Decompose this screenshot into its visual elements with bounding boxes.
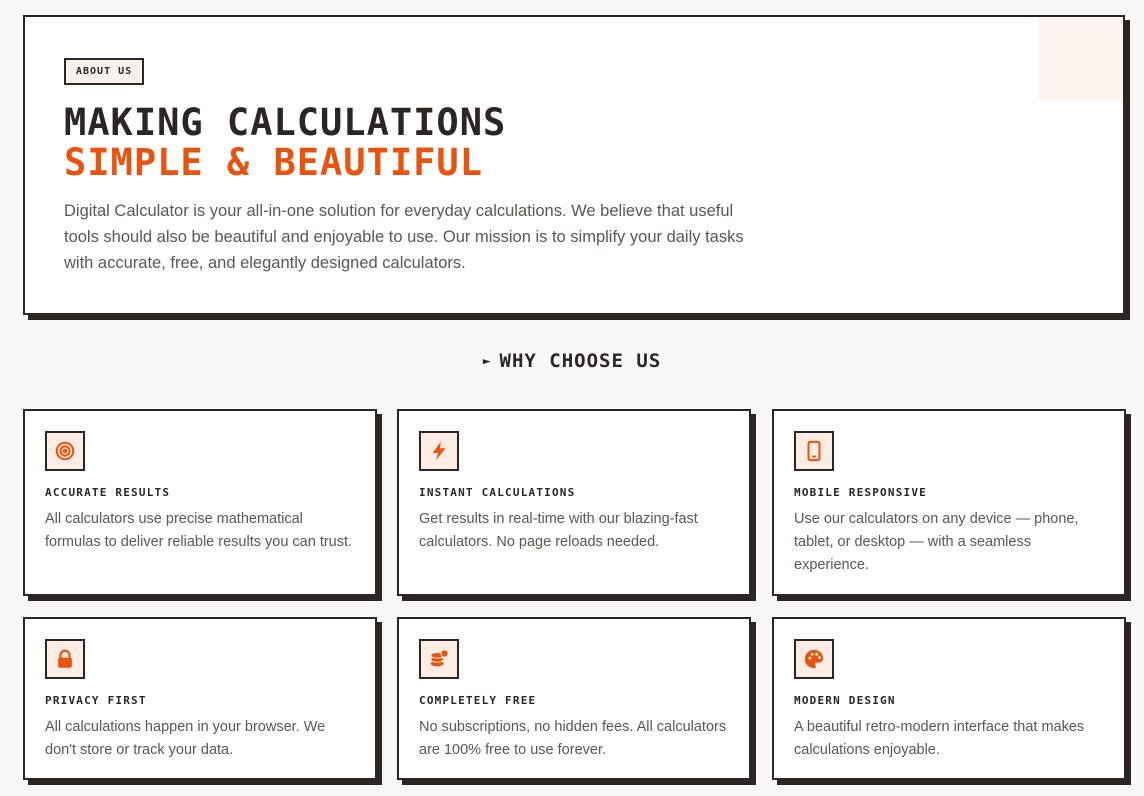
feature-description: Get results in real-time with our blazing-fast calculators. No page reloads needed. <box>419 511 698 550</box>
feature-card-accurate <box>23 409 377 596</box>
feature-card-design <box>772 617 1126 780</box>
feature-title: MOBILE RESPONSIVE <box>794 486 927 499</box>
feature-card-mobile <box>772 409 1126 596</box>
target-icon <box>45 431 85 471</box>
headline-line-1: MAKING CALCULATIONS <box>64 101 507 144</box>
triangle-right-icon: ► <box>482 354 492 369</box>
feature-title: COMPLETELY FREE <box>419 694 537 707</box>
page-title <box>64 103 506 183</box>
feature-description: Use our calculators on any device — phone, tablet, or desktop — with a seamless experience. <box>794 511 1079 573</box>
headline-line-2: SIMPLE & BEAUTIFUL <box>64 141 483 184</box>
mobile-phone-icon <box>794 431 834 471</box>
hero-description: Digital Calculator is your all-in-one solution for everyday calculations. We believe that useful tools should also be beautiful and enjoyable to use. Our mission is to simplify your daily tasks with accurate, free, and elegantly designed calculators. <box>64 202 744 272</box>
feature-title: INSTANT CALCULATIONS <box>419 486 576 499</box>
why-choose-us-title: WHY CHOOSE US <box>499 350 662 372</box>
feature-title: PRIVACY FIRST <box>45 694 147 707</box>
palette-icon <box>794 639 834 679</box>
lock-icon <box>45 639 85 679</box>
feature-card-privacy <box>23 617 377 780</box>
feature-title: ACCURATE RESULTS <box>45 486 171 499</box>
lightning-icon <box>419 431 459 471</box>
hero-corner-accent <box>1039 17 1123 101</box>
feature-card-free <box>397 617 751 780</box>
feature-description: All calculations happen in your browser. We don't store or track your data. <box>45 719 326 758</box>
feature-title: MODERN DESIGN <box>794 694 896 707</box>
coins-icon <box>419 639 459 679</box>
feature-description: A beautiful retro-modern interface that makes calculations enjoyable. <box>794 719 1085 758</box>
feature-description: No subscriptions, no hidden fees. All calculators are 100% free to use forever. <box>419 719 727 758</box>
about-us-badge: ABOUT US <box>64 58 144 85</box>
why-choose-us-heading <box>0 350 1144 372</box>
feature-card-instant <box>397 409 751 596</box>
feature-description: All calculators use precise mathematical formulas to deliver reliable results you can trust. <box>45 511 353 550</box>
about-hero <box>23 15 1125 315</box>
